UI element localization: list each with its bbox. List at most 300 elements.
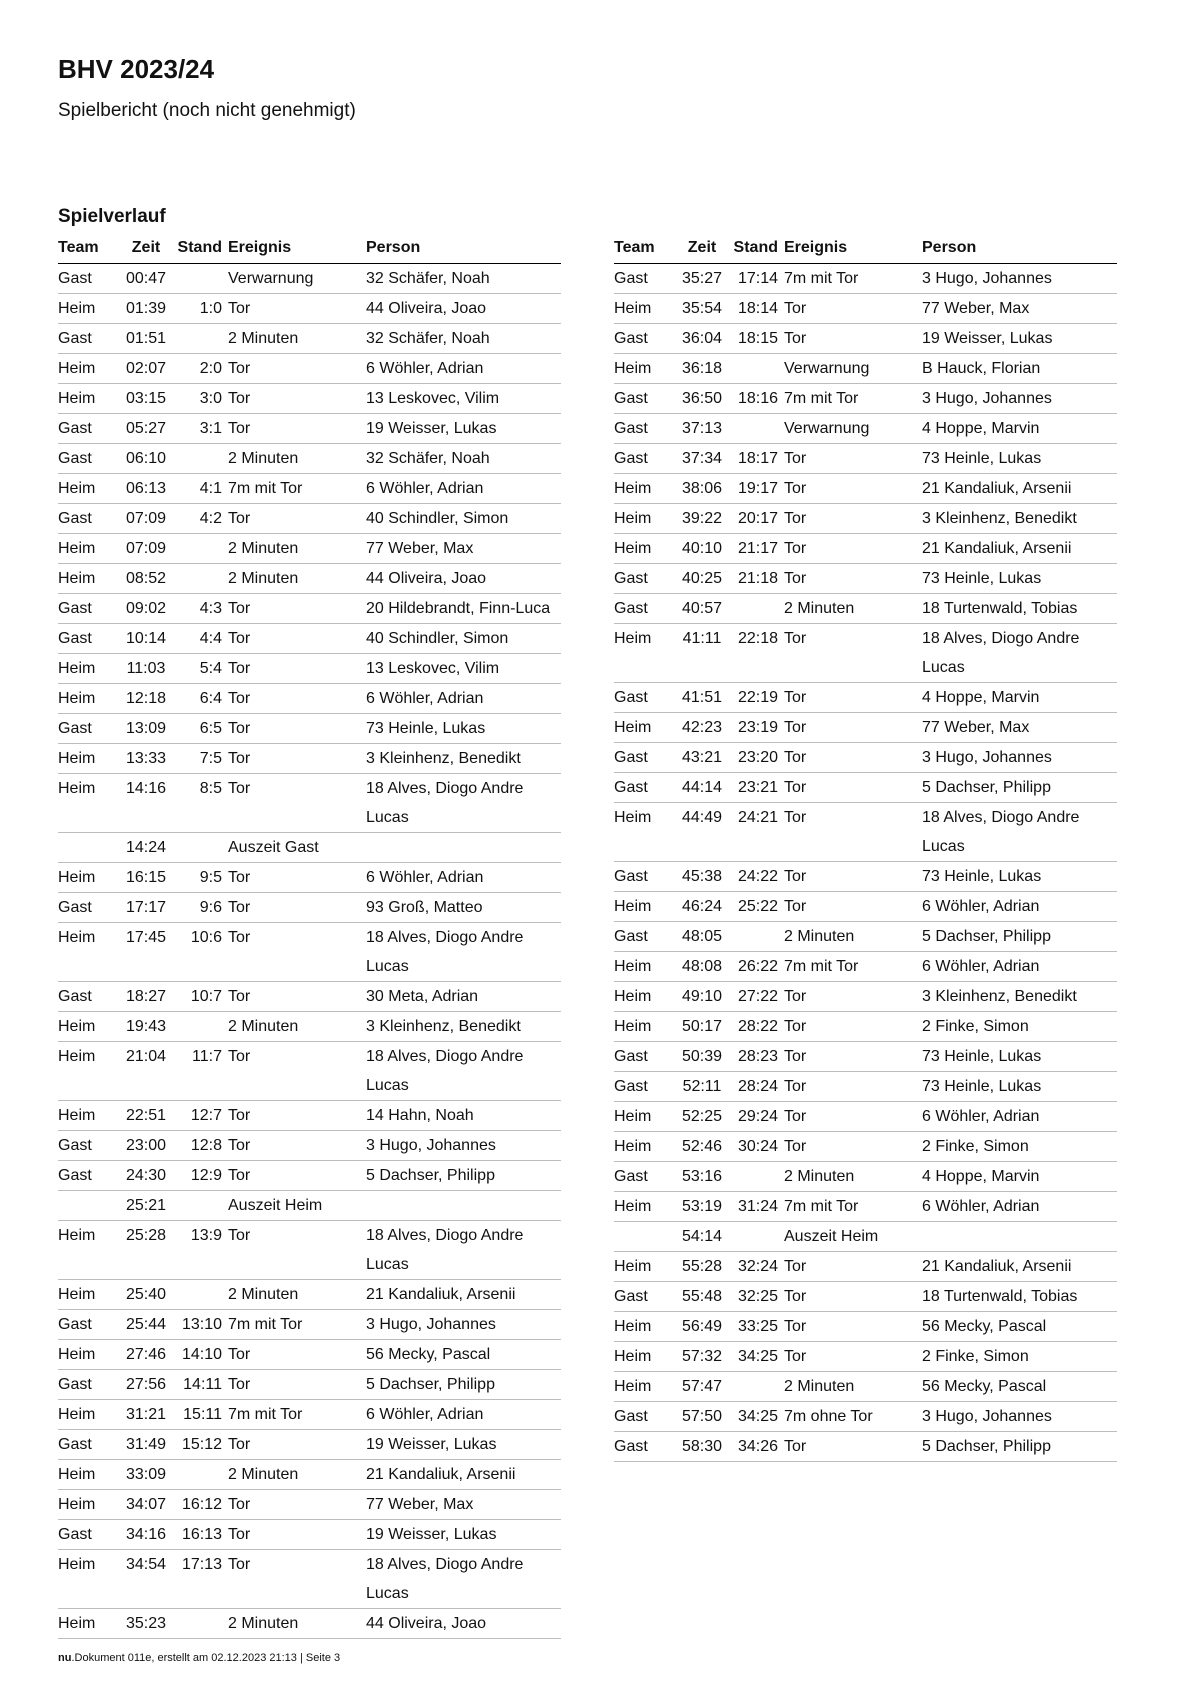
event-type: Tor [784,988,807,1005]
event-team: Heim [58,300,96,317]
event-row [58,1012,561,1042]
event-row [58,624,561,654]
event-type: Verwarnung [784,360,870,377]
event-score: 31:24 [737,1198,778,1215]
event-person: 14 Hahn, Noah [366,1107,474,1124]
event-person: 5 Dachser, Philipp [922,1438,1051,1455]
event-person-continued: Lucas [366,809,409,826]
event-team: Heim [614,958,652,975]
event-team: Heim [614,510,652,527]
event-team: Gast [58,510,92,527]
event-score [730,354,784,384]
event-team: Heim [58,1018,96,1035]
event-score: 22:18 [737,630,778,647]
event-person-continued: Lucas [366,958,409,975]
event-person: 6 Wöhler, Adrian [366,690,484,707]
page-subtitle: Spielbericht (noch nicht genehmigt) [58,100,356,121]
event-team: Gast [58,330,92,347]
event-row [614,504,1117,534]
event-person: 44 Oliveira, Joao [366,300,487,317]
event-time: 49:10 [681,988,723,1005]
event-person: 18 Turtenwald, Tobias [922,1288,1078,1305]
event-row [614,1312,1117,1342]
event-score: 17:13 [181,1556,222,1573]
event-type: Tor [784,868,807,885]
event-type: Tor [228,899,251,916]
event-time: 45:38 [681,868,723,885]
event-score: 13:10 [181,1316,222,1333]
event-person: 2 Finke, Simon [922,1348,1029,1365]
event-person [366,833,561,863]
event-person: 5 Dachser, Philipp [922,928,1051,945]
event-time: 57:50 [681,1408,723,1425]
event-score: 23:19 [737,719,778,736]
event-type: Tor [784,689,807,706]
event-score: 4:1 [199,480,222,497]
event-time: 01:39 [125,300,167,317]
empty-cell [614,832,674,862]
event-time: 44:14 [681,779,723,796]
header-team: Team [58,233,118,264]
event-team: Gast [614,570,648,587]
event-team: Gast [614,390,648,407]
event-score: 1:0 [199,300,222,317]
empty-cell [174,952,228,982]
event-person: 18 Alves, Diogo Andre [922,809,1080,826]
event-score [730,1222,784,1252]
event-row-continuation [58,1071,561,1101]
empty-cell [58,1250,118,1280]
event-score: 7:5 [199,750,222,767]
event-score: 14:10 [181,1346,222,1363]
event-score: 28:23 [737,1048,778,1065]
event-score [730,1372,784,1402]
event-row [58,1042,561,1072]
event-row [58,1460,561,1490]
event-row [58,923,561,953]
event-score: 26:22 [737,958,778,975]
event-team: Heim [614,360,652,377]
event-person: 3 Kleinhenz, Benedikt [366,750,521,767]
event-person-continued: Lucas [366,1256,409,1273]
event-score: 13:9 [190,1227,222,1244]
event-score [174,1012,228,1042]
event-row [58,414,561,444]
event-team: Heim [614,540,652,557]
event-time: 25:40 [125,1286,167,1303]
event-score [174,1280,228,1310]
event-score: 15:12 [181,1436,222,1453]
event-team: Gast [58,1137,92,1154]
event-team: Gast [614,450,648,467]
event-team: Gast [614,330,648,347]
event-time: 41:51 [681,689,723,706]
event-type: Tor [784,1258,807,1275]
event-type: Tor [784,719,807,736]
event-type: Tor [784,1018,807,1035]
event-score: 12:7 [190,1107,222,1124]
event-type: Tor [228,869,251,886]
event-score: 23:20 [737,749,778,766]
event-score: 30:24 [737,1138,778,1155]
event-row [58,354,561,384]
event-team: Heim [58,750,96,767]
event-score: 6:5 [199,720,222,737]
event-time: 55:48 [681,1288,723,1305]
event-team: Heim [614,809,652,826]
event-time: 41:11 [682,630,722,647]
event-type: Tor [784,809,807,826]
event-team: Heim [614,1258,652,1275]
event-row [614,743,1117,773]
event-team: Heim [614,300,652,317]
event-time: 40:10 [681,540,723,557]
event-person: 3 Hugo, Johannes [366,1316,496,1333]
events-body-left [58,264,561,1639]
event-row [614,803,1117,833]
event-score: 24:22 [737,868,778,885]
event-time: 35:23 [125,1615,167,1632]
event-score: 34:26 [737,1438,778,1455]
event-team: Heim [58,1286,96,1303]
event-row [614,1402,1117,1432]
event-type: 7m ohne Tor [784,1408,873,1425]
event-person: 77 Weber, Max [366,1496,474,1513]
event-team: Gast [614,749,648,766]
event-score [174,1609,228,1639]
event-person: 5 Dachser, Philipp [922,779,1051,796]
event-row [58,744,561,774]
event-person: 77 Weber, Max [922,300,1030,317]
event-team: Gast [614,1408,648,1425]
event-person: 3 Hugo, Johannes [922,270,1052,287]
event-person: 73 Heinle, Lukas [366,720,486,737]
event-person: 44 Oliveira, Joao [366,1615,487,1632]
event-type: 2 Minuten [784,600,855,617]
event-row [58,833,561,863]
event-person: 44 Oliveira, Joao [366,570,487,587]
event-score: 34:25 [737,1408,778,1425]
event-score: 27:22 [737,988,778,1005]
event-row [58,1370,561,1400]
event-type: Tor [228,750,251,767]
event-time: 57:47 [681,1378,723,1395]
event-score: 16:12 [181,1496,222,1513]
event-team: Gast [614,420,648,437]
event-team: Heim [58,660,96,677]
event-row [614,1102,1117,1132]
event-person: 6 Wöhler, Adrian [922,1108,1040,1125]
event-time: 13:33 [125,750,167,767]
event-team: Gast [58,1436,92,1453]
event-row [614,1132,1117,1162]
event-person: 3 Kleinhenz, Benedikt [922,510,1077,527]
event-person: 2 Finke, Simon [922,1018,1029,1035]
event-row [58,714,561,744]
event-row [58,982,561,1012]
event-score: 4:4 [199,630,222,647]
event-row [614,294,1117,324]
event-score [174,444,228,474]
header-event: Ereignis [784,233,922,264]
event-time: 25:28 [125,1227,167,1244]
event-row [58,264,561,294]
empty-cell [228,952,366,982]
event-score: 9:6 [199,899,222,916]
event-score: 18:15 [737,330,778,347]
event-time: 37:13 [681,420,723,437]
event-team: Gast [58,899,92,916]
event-row [58,534,561,564]
empty-cell [174,1071,228,1101]
event-score: 21:18 [737,570,778,587]
event-type: 7m mit Tor [784,958,859,975]
event-type: 2 Minuten [228,1466,299,1483]
event-person: 4 Hoppe, Marvin [922,420,1040,437]
event-team: Gast [58,1526,92,1543]
event-person: 6 Wöhler, Adrian [366,360,484,377]
event-team: Heim [58,360,96,377]
event-team: Gast [614,928,648,945]
event-type: Tor [228,1556,251,1573]
event-team: Heim [58,570,96,587]
event-time: 52:11 [682,1078,722,1095]
event-type: 2 Minuten [228,450,299,467]
event-type: Tor [784,1348,807,1365]
event-score: 12:8 [190,1137,222,1154]
event-person: 21 Kandaliuk, Arsenii [922,1258,1072,1275]
event-person: 40 Schindler, Simon [366,630,509,647]
event-score: 3:0 [199,390,222,407]
empty-cell [174,1250,228,1280]
event-team: Heim [58,1406,96,1423]
event-score: 3:1 [199,420,222,437]
event-type: Tor [784,570,807,587]
event-score: 25:22 [737,898,778,915]
event-person: 18 Turtenwald, Tobias [922,600,1078,617]
event-time: 27:56 [125,1376,167,1393]
event-type: Verwarnung [228,270,314,287]
event-score: 34:25 [737,1348,778,1365]
event-person: 6 Wöhler, Adrian [922,1198,1040,1215]
event-team: Heim [58,1048,96,1065]
event-team [58,833,118,863]
event-person: 73 Heinle, Lukas [922,570,1042,587]
event-person: 21 Kandaliuk, Arsenii [922,480,1072,497]
event-row [58,1400,561,1430]
event-person: 18 Alves, Diogo Andre [366,929,524,946]
header-person: Person [922,233,1117,264]
table-header-row [58,233,561,264]
event-person: 19 Weisser, Lukas [366,1526,497,1543]
event-type: 7m mit Tor [784,1198,859,1215]
event-type: Tor [228,360,251,377]
events-table-right [614,233,1117,1462]
event-person: 19 Weisser, Lukas [922,330,1053,347]
event-person-continued: Lucas [922,838,965,855]
event-team: Heim [58,1227,96,1244]
event-time: 37:34 [681,450,723,467]
event-team: Heim [58,1346,96,1363]
event-type: Tor [784,1108,807,1125]
event-row [614,1162,1117,1192]
event-team: Heim [58,780,96,797]
event-team: Heim [58,480,96,497]
event-row [58,684,561,714]
event-score: 4:3 [199,600,222,617]
event-team: Heim [614,1108,652,1125]
event-person: 73 Heinle, Lukas [922,868,1042,885]
event-person: 93 Groß, Matteo [366,899,483,916]
event-type: Tor [228,1137,251,1154]
event-time: 18:27 [125,988,167,1005]
event-row [58,444,561,474]
empty-cell [58,1579,118,1609]
event-type: Tor [228,1376,251,1393]
event-row [58,1609,561,1639]
event-row [614,324,1117,354]
event-row-continuation [614,653,1117,683]
event-person: 20 Hildebrandt, Finn-Luca [366,600,551,617]
event-type: 2 Minuten [784,1168,855,1185]
empty-cell [118,803,174,833]
event-person: 19 Weisser, Lukas [366,420,497,437]
event-row [614,1012,1117,1042]
events-body-right [614,264,1117,1462]
event-type: Auszeit Heim [228,1197,323,1214]
event-time: 56:49 [681,1318,723,1335]
event-time: 36:04 [681,330,723,347]
event-type: 7m mit Tor [784,390,859,407]
event-time: 34:54 [125,1556,167,1573]
event-type: Tor [784,1138,807,1155]
event-person: 6 Wöhler, Adrian [366,1406,484,1423]
event-team: Gast [58,720,92,737]
header-time: Zeit [118,233,174,264]
event-person: 18 Alves, Diogo Andre [366,780,524,797]
event-time: 17:45 [125,929,167,946]
events-table-left [58,233,561,1639]
event-time: 13:09 [125,720,167,737]
event-type: 2 Minuten [784,928,855,945]
event-type: 2 Minuten [228,1018,299,1035]
event-person [922,1222,1117,1252]
event-type: Tor [228,1436,251,1453]
event-score: 33:25 [737,1318,778,1335]
event-time: 43:21 [681,749,723,766]
event-score [174,1191,228,1221]
event-row [58,893,561,923]
event-time: 34:16 [125,1526,167,1543]
header-team: Team [614,233,674,264]
event-person: 73 Heinle, Lukas [922,1048,1042,1065]
event-row [58,1520,561,1550]
event-type: Tor [228,600,251,617]
page-title: BHV 2023/24 [58,54,215,84]
event-row [58,564,561,594]
event-time: 36:50 [681,390,723,407]
event-row-continuation [614,832,1117,862]
event-person: 77 Weber, Max [366,540,474,557]
event-type: Tor [784,510,807,527]
event-row [58,324,561,354]
event-score: 18:17 [737,450,778,467]
event-team: Heim [614,630,652,647]
event-type: 7m mit Tor [228,1316,303,1333]
event-team: Heim [614,898,652,915]
event-row [614,354,1117,384]
event-time: 55:28 [681,1258,723,1275]
event-type: Tor [784,898,807,915]
event-team [58,1191,118,1221]
event-row [58,1191,561,1221]
event-team: Gast [614,1168,648,1185]
event-row [614,773,1117,803]
event-row [58,1310,561,1340]
event-person: 56 Mecky, Pascal [366,1346,491,1363]
event-time: 50:39 [681,1048,723,1065]
event-type: Tor [228,660,251,677]
event-person: 5 Dachser, Philipp [366,1376,495,1393]
event-type: Tor [228,988,251,1005]
event-score: 18:14 [737,300,778,317]
event-type: Tor [228,720,251,737]
event-team: Heim [614,1018,652,1035]
event-row [614,264,1117,294]
event-person: 32 Schäfer, Noah [366,270,490,287]
event-type: Tor [784,300,807,317]
event-row [614,892,1117,922]
event-score: 21:17 [737,540,778,557]
event-team: Gast [58,1376,92,1393]
event-type: 7m mit Tor [784,270,859,287]
event-time: 36:18 [681,360,723,377]
event-row [58,774,561,804]
event-type: Tor [228,690,251,707]
event-time: 38:06 [681,480,723,497]
event-score: 18:16 [737,390,778,407]
event-person: 32 Schäfer, Noah [366,450,490,467]
event-type: Auszeit Gast [228,839,319,856]
event-type: Tor [228,1526,251,1543]
event-type: Tor [228,1346,251,1363]
empty-cell [674,653,730,683]
event-type: 2 Minuten [228,570,299,587]
event-time: 16:15 [125,869,167,886]
empty-cell [674,832,730,862]
event-time: 02:07 [125,360,167,377]
event-time: 21:04 [125,1048,167,1065]
event-type: Verwarnung [784,420,870,437]
event-type: Tor [784,330,807,347]
event-person: 18 Alves, Diogo Andre [366,1048,524,1065]
footer-brand: nu [58,1652,72,1664]
event-type: 2 Minuten [784,1378,855,1395]
event-person: 77 Weber, Max [922,719,1030,736]
event-type: Tor [784,779,807,796]
event-type: 2 Minuten [228,540,299,557]
empty-cell [118,1071,174,1101]
event-type: Tor [228,300,251,317]
event-team: Heim [58,929,96,946]
empty-cell [58,952,118,982]
event-row-continuation [58,1579,561,1609]
event-type: Tor [784,1288,807,1305]
event-time: 11:03 [126,660,166,677]
event-row [614,1222,1117,1252]
empty-cell [228,1250,366,1280]
event-row [58,1221,561,1251]
